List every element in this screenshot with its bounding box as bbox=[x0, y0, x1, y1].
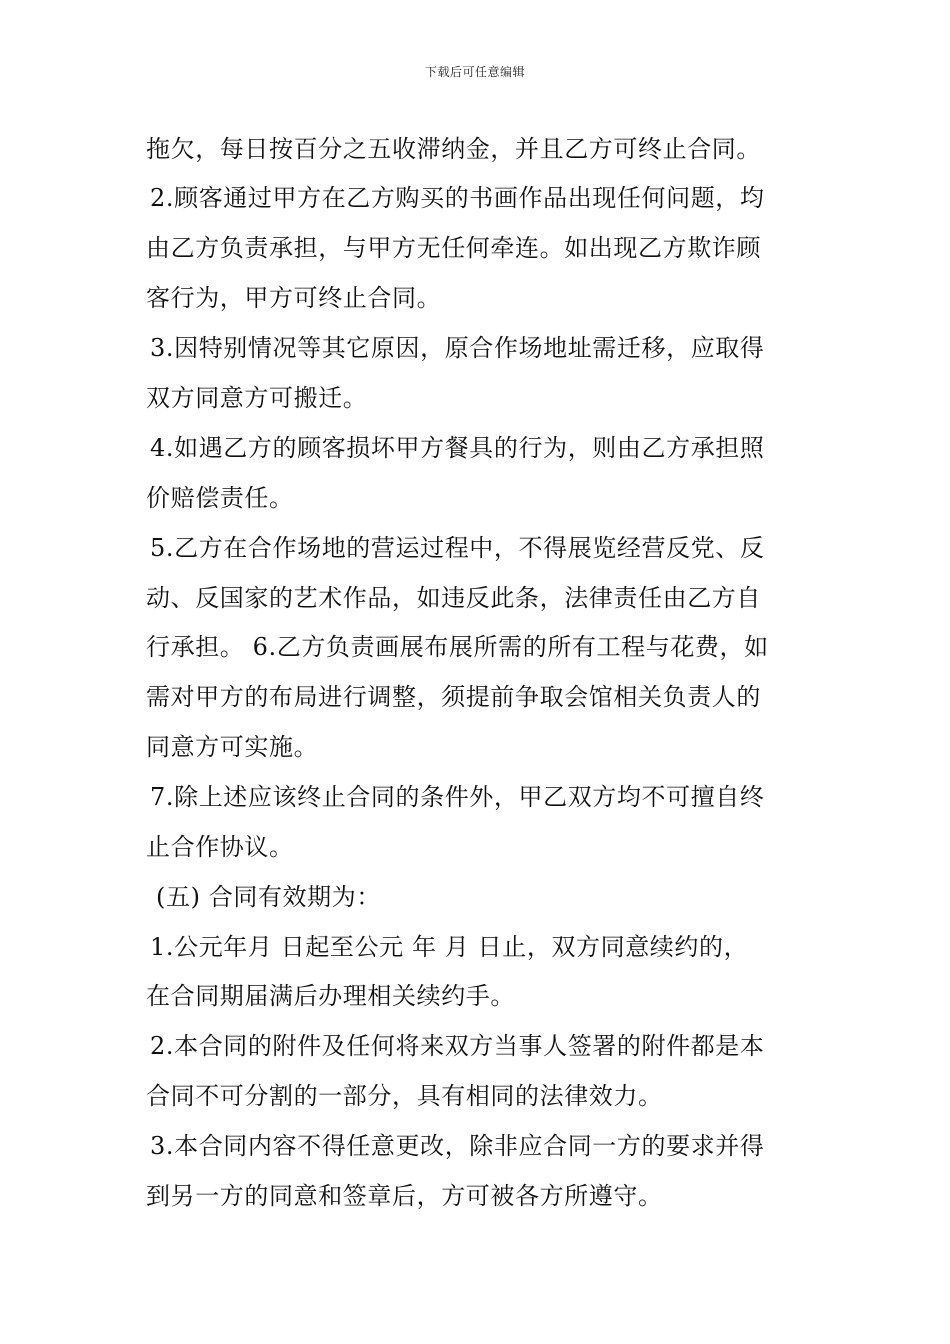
body-line-12: 需对甲方的布局进行调整，须提前争取会馆相关负责人的 bbox=[146, 683, 761, 711]
body-line-18: 在合同期届满后办理相关续约手。 bbox=[146, 982, 515, 1010]
page-header: 下载后可任意编辑 bbox=[424, 65, 525, 79]
body-line-19: 2.本合同的附件及任何将来双方当事人签署的附件都是本 bbox=[150, 1032, 765, 1060]
body-line-17: 1.公元年月 日起至公元 年 月 日止，双方同意续约的， bbox=[150, 933, 749, 961]
body-line-10: 动、反国家的艺术作品，如违反此条，法律责任由乙方自 bbox=[146, 584, 761, 612]
body-line-3: 由乙方负责承担，与甲方无任何牵连。如出现乙方欺诈顾 bbox=[146, 234, 761, 262]
body-line-22: 到另一方的同意和签章后，方可被各方所遵守。 bbox=[146, 1182, 663, 1210]
body-line-9: 5.乙方在合作场地的营运过程中，不得展览经营反党、反 bbox=[150, 534, 765, 562]
body-line-5: 3.因特别情况等其它原因，原合作场地址需迁移，应取得 bbox=[150, 334, 765, 362]
body-line-14: 7.除上述应该终止合同的条件外，甲乙双方均不可擅自终 bbox=[150, 783, 765, 811]
body-line-7: 4.如遇乙方的顾客损坏甲方餐具的行为，则由乙方承担照 bbox=[150, 434, 765, 462]
section-heading: (五) 合同有效期为： bbox=[156, 883, 381, 911]
body-line-20: 合同不可分割的一部分，具有相同的法律效力。 bbox=[146, 1082, 663, 1110]
body-line-15: 止合作协议。 bbox=[146, 833, 294, 861]
body-line-6: 双方同意方可搬迁。 bbox=[146, 384, 368, 412]
body-line-21: 3.本合同内容不得任意更改，除非应合同一方的要求并得 bbox=[150, 1132, 765, 1160]
body-line-13: 同意方可实施。 bbox=[146, 733, 319, 761]
body-line-4: 客行为，甲方可终止合同。 bbox=[146, 284, 442, 312]
body-line-8: 价赔偿责任。 bbox=[146, 484, 294, 512]
body-line-11: 行承担。 6.乙方负责画展布展所需的所有工程与花费，如 bbox=[146, 633, 769, 661]
body-line-1: 拖欠，每日按百分之五收滞纳金，并且乙方可终止合同。 bbox=[146, 135, 761, 163]
body-line-2: 2.顾客通过甲方在乙方购买的书画作品出现任何问题，均 bbox=[150, 184, 765, 212]
